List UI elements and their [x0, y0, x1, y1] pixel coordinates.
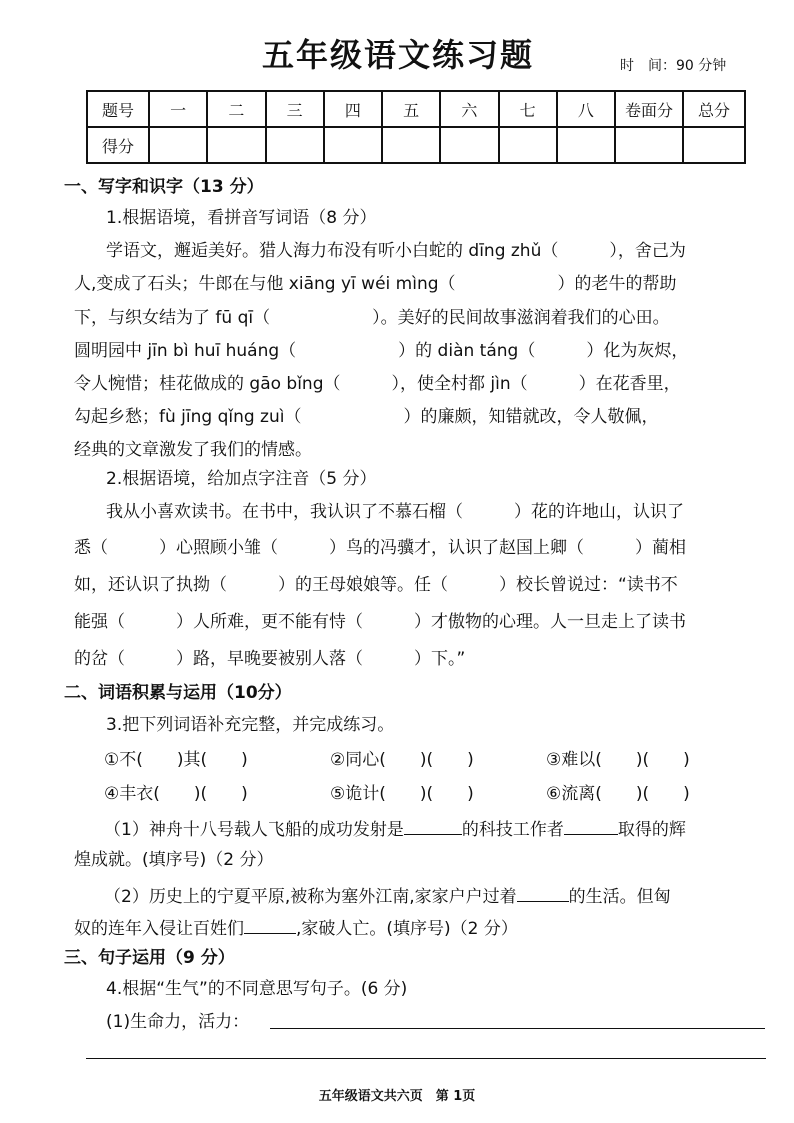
score-header-cell: 二 [207, 91, 265, 127]
question-title: 4.根据“生气”的不同意思写句子。(6 分) [106, 979, 408, 999]
score-table-header-row [87, 91, 745, 127]
sub-question-text: （2）历史上的宁夏平原,被称为塞外江南,家家户户过着 [104, 887, 517, 907]
score-header-cell: 七 [499, 91, 557, 127]
score-cell[interactable] [324, 127, 382, 163]
sub-question-text: 奴的连年入侵让百姓们 [74, 919, 244, 939]
question-text-line: 悉（ ）心照顾小雏（ ）鸟的冯骥才，认识了赵国上卿（ ）蔺相 [74, 538, 686, 558]
score-cell[interactable] [499, 127, 557, 163]
question-text-line: 勾起乡愁；fù jīng qǐng zuì（ ）的廉颇，知错就改，令人敬佩， [74, 407, 659, 427]
score-header-cell: 五 [382, 91, 440, 127]
score-cell[interactable] [149, 127, 207, 163]
exam-title: 五年级语文练习题 [262, 36, 535, 74]
question-text-line: 人,变成了石头；牛郎在与他 xiāng yī wéi mìng（ ）的老牛的帮助 [74, 274, 677, 294]
score-header-cell: 六 [440, 91, 498, 127]
section-heading: 二、词语积累与运用（10分） [64, 683, 292, 703]
answer-blank[interactable] [517, 883, 569, 902]
sub-question-text: （1）神舟十八号载人飞船的成功发射是 [104, 820, 404, 840]
sub-question-text: 的生活。但匈 [568, 887, 671, 907]
section-heading: 一、写字和识字（13 分） [64, 177, 264, 197]
sub-question-text: ,家破人亡。(填序号)（2 分） [296, 919, 518, 939]
question-text-line: 下，与织女结为了 fū qī（ ）。美好的民间故事滋润着我们的心田。 [74, 308, 670, 328]
sub-question [104, 816, 794, 842]
score-header-cell: 卷面分 [615, 91, 683, 127]
idiom-item: ⑥流离( )( ) [546, 784, 690, 804]
idiom-item: ②同心( )( ) [330, 750, 474, 770]
score-cell[interactable] [266, 127, 324, 163]
sub-question-text: 取得的辉 [617, 820, 686, 840]
score-cell[interactable] [557, 127, 615, 163]
question-text-line: 的岔（ ）路，早晚要被别人落（ ）下。” [74, 649, 466, 669]
sub-question [104, 883, 794, 909]
answer-line[interactable] [86, 1058, 766, 1059]
score-cell[interactable] [382, 127, 440, 163]
answer-blank[interactable] [564, 816, 618, 835]
score-cell[interactable] [207, 127, 265, 163]
score-header-cell: 总分 [683, 91, 745, 127]
sub-question-text: 的科技工作者 [461, 820, 564, 840]
idiom-item: ①不( )其( ) [104, 750, 248, 770]
score-row-label: 得分 [87, 127, 149, 163]
question-text-line: 圆明园中 jīn bì huī huáng（ ）的 diàn táng（ ）化为灰烬， [74, 341, 689, 361]
question-text-line: 学语文，邂逅美好。猎人海力布没有听小白蛇的 dīng zhǔ（ ），舍己为 [106, 241, 686, 261]
question-title: 3.把下列词语补充完整，并完成练习。 [106, 715, 395, 735]
question-text-line: 能强（ ）人所难，更不能有恃（ ）才傲物的心理。人一旦走上了读书 [74, 612, 686, 632]
answer-blank[interactable] [404, 816, 462, 835]
score-header-cell: 一 [149, 91, 207, 127]
section-heading: 三、句子运用（9 分） [64, 948, 235, 968]
score-table-score-row [87, 127, 745, 163]
score-table [86, 90, 746, 164]
answer-blank[interactable] [244, 915, 296, 934]
question-text-line: 如，还认识了执拗（ ）的王母娘娘等。任（ ）校长曾说过：“读书不 [74, 575, 678, 595]
question-title: 1.根据语境，看拼音写词语（8 分） [106, 208, 377, 228]
score-cell[interactable] [440, 127, 498, 163]
score-header-cell: 三 [266, 91, 324, 127]
idiom-item: ③难以( )( ) [546, 750, 690, 770]
question-text-line: 我从小喜欢读书。在书中，我认识了不慕石榴（ ）花的许地山，认识了 [106, 502, 684, 522]
question-text-line: 经典的文章激发了我们的情感。 [74, 440, 312, 460]
score-header-cell: 四 [324, 91, 382, 127]
sub-question: (1)生命力，活力： [106, 1012, 250, 1032]
idiom-item: ④丰衣( )( ) [104, 784, 248, 804]
question-title: 2.根据语境，给加点字注音（5 分） [106, 469, 377, 489]
score-header-cell: 题号 [87, 91, 149, 127]
idiom-item: ⑤诡计( )( ) [330, 784, 474, 804]
question-text-line: 令人惋惜；桂花做成的 gāo bǐng（ ），使全村都 jìn（ ）在花香里， [74, 374, 681, 394]
score-cell[interactable] [683, 127, 745, 163]
score-header-cell: 八 [557, 91, 615, 127]
answer-line[interactable] [270, 1028, 765, 1029]
page-footer: 五年级语文共六页 第 1页 [318, 1089, 476, 1104]
sub-question-continued [74, 915, 774, 941]
exam-time: 时 间：90 分钟 [620, 58, 727, 74]
sub-question-continued: 煌成就。(填序号)（2 分） [74, 850, 274, 870]
score-cell[interactable] [615, 127, 683, 163]
